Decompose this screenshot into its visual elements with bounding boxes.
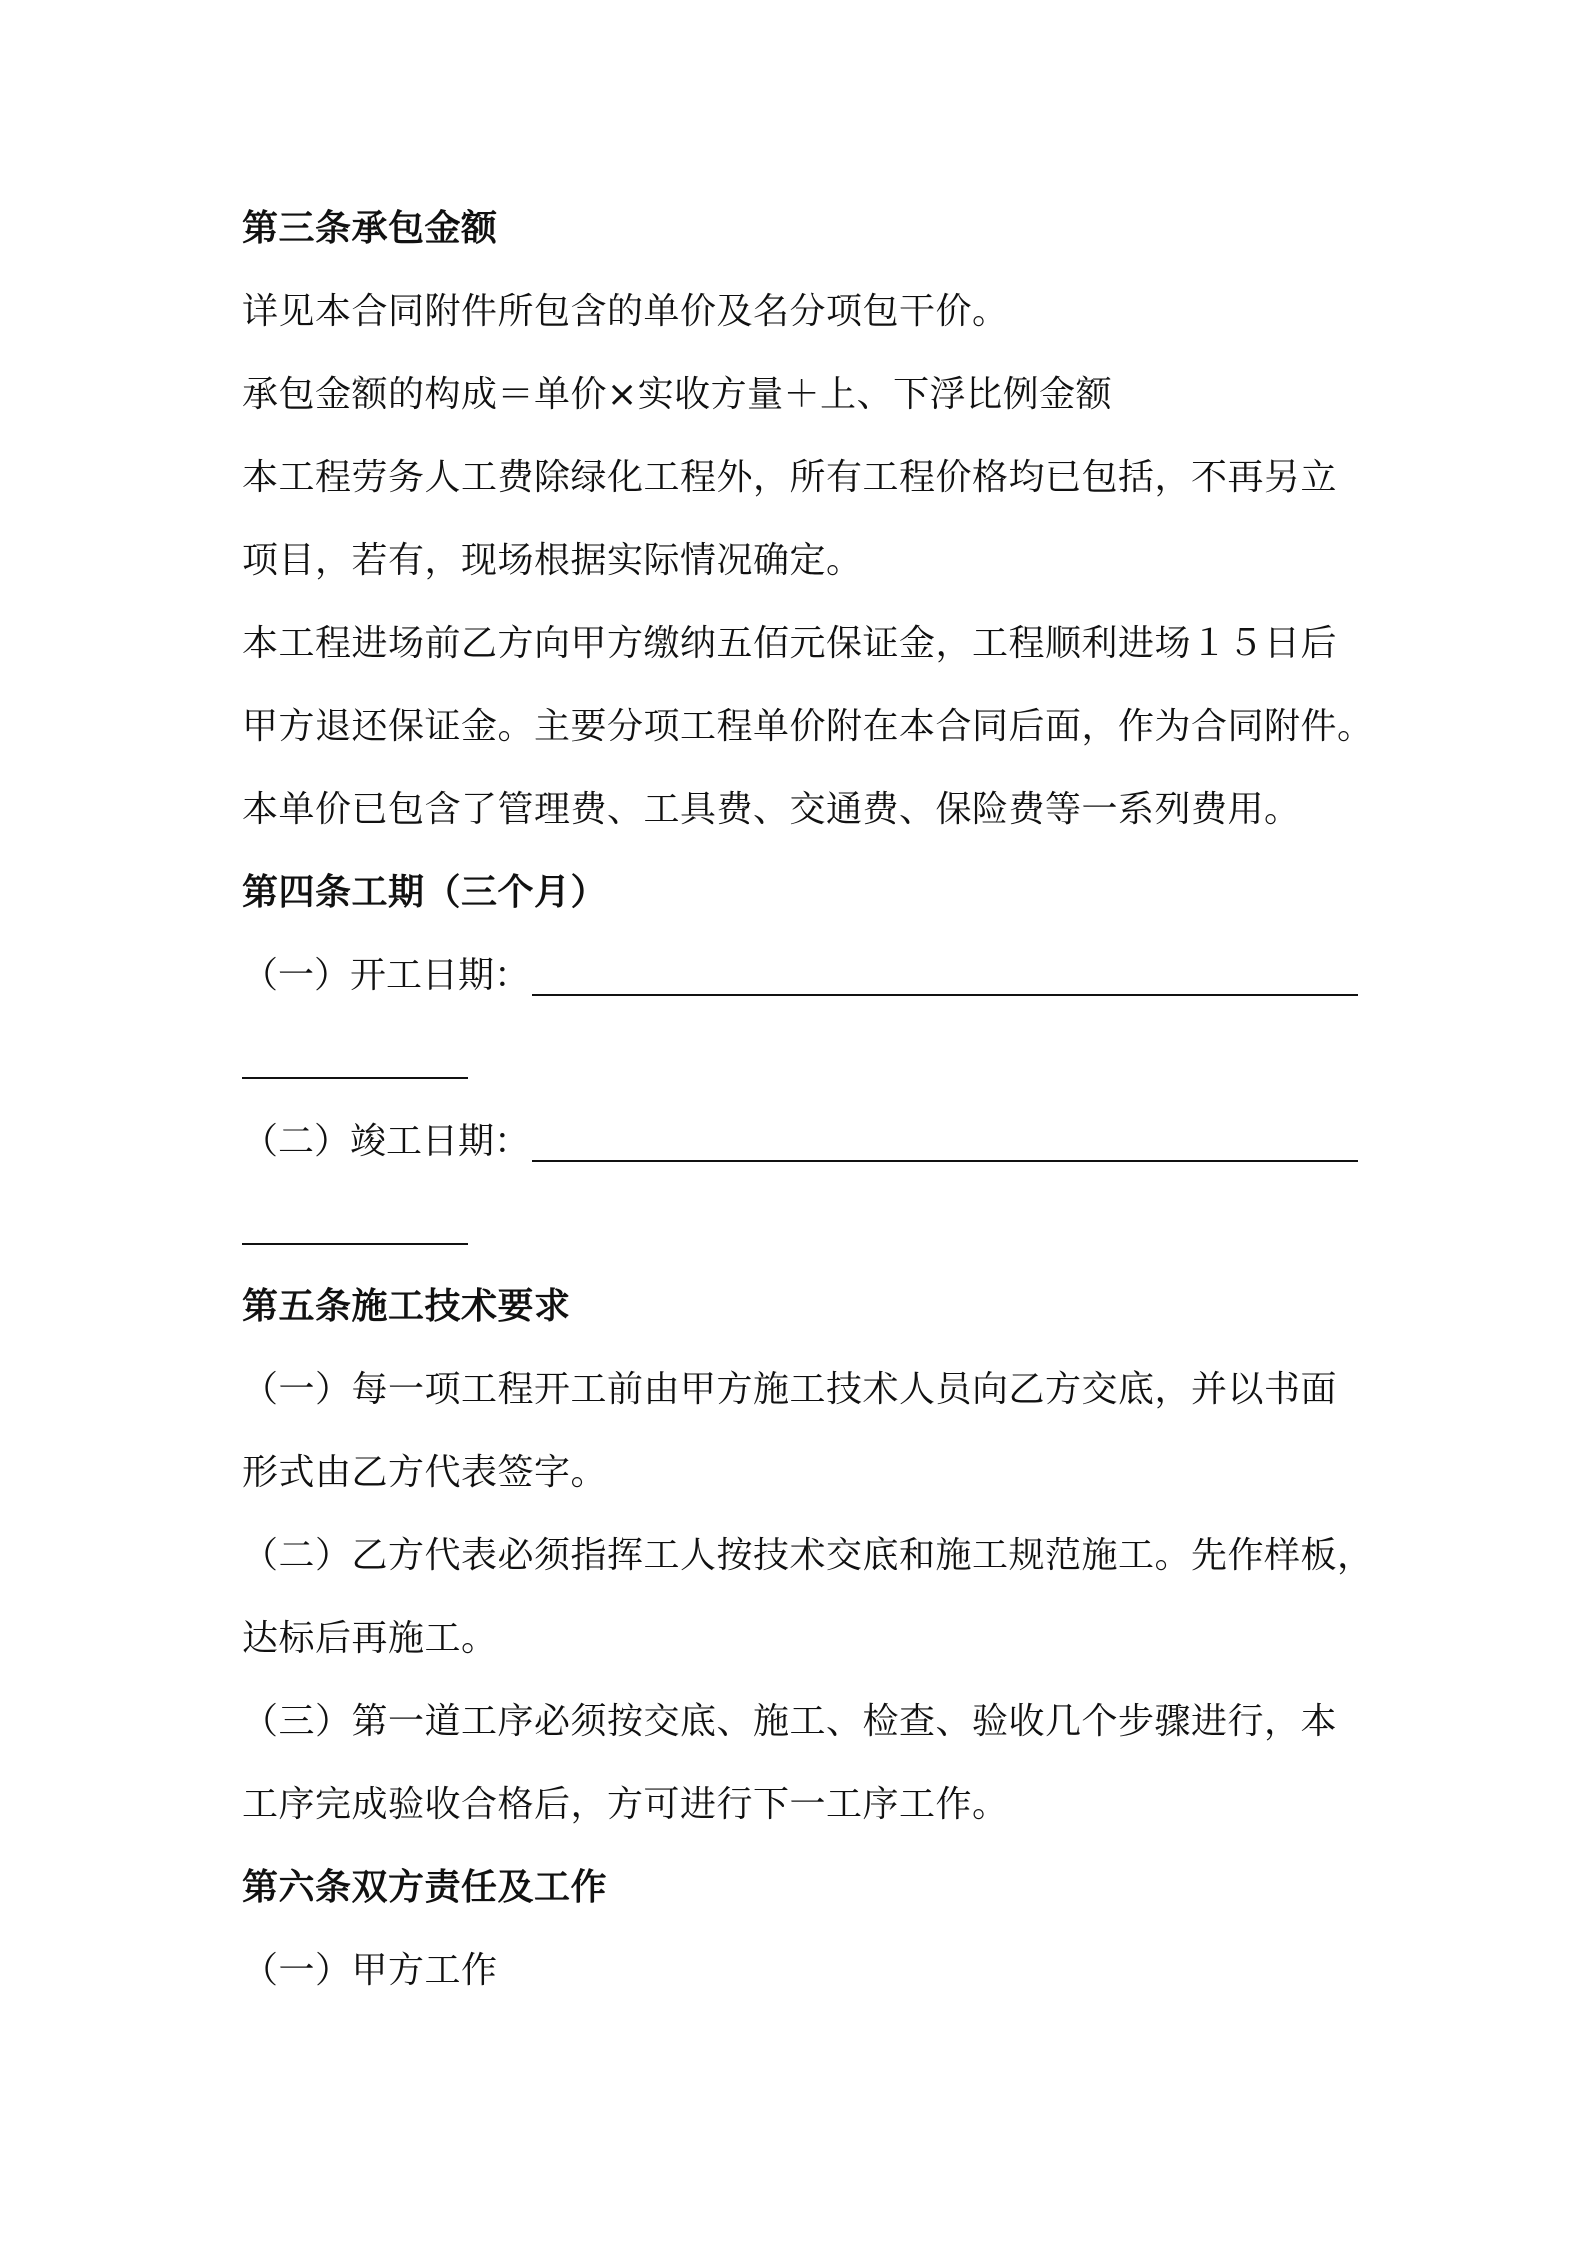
paragraph-line: 本工程进场前乙方向甲方缴纳五佰元保证金，工程顺利进场１５日后 <box>242 623 1338 664</box>
article-5-heading: 第五条施工技术要求 <box>242 1286 571 1327</box>
paragraph-line: （三）第一道工序必须按交底、施工、检查、验收几个步骤进行，本 <box>242 1701 1338 1742</box>
completion-date-label: （二）竣工日期： <box>242 1121 531 1162</box>
paragraph-line: 项目，若有，现场根据实际情况确定。 <box>242 540 863 581</box>
paragraph-line: （二）乙方代表必须指挥工人按技术交底和施工规范施工。先作样板， <box>242 1535 1374 1576</box>
paragraph-line: 详见本合同附件所包含的单价及名分项包干价。 <box>242 291 1009 332</box>
article-4-heading: 第四条工期（三个月） <box>242 872 608 913</box>
start-date-blank-line <box>532 994 1358 996</box>
paragraph-line: （一）甲方工作 <box>242 1950 498 1991</box>
paragraph-line: 工序完成验收合格后，方可进行下一工序工作。 <box>242 1784 1009 1825</box>
start-date-label: （一）开工日期： <box>242 955 531 996</box>
start-date-blank-line-continued <box>242 1077 468 1079</box>
article-6-heading: 第六条双方责任及工作 <box>242 1867 608 1908</box>
completion-date-blank-line-continued <box>242 1243 468 1245</box>
paragraph-line: 形式由乙方代表签字。 <box>242 1452 608 1493</box>
paragraph-line: 承包金额的构成＝单价×实收方量＋上、下浮比例金额 <box>242 374 1113 415</box>
paragraph-line: （一）每一项工程开工前由甲方施工技术人员向乙方交底，并以书面 <box>242 1369 1338 1410</box>
paragraph-line: 本单价已包含了管理费、工具费、交通费、保险费等一系列费用。 <box>242 789 1301 830</box>
completion-date-blank-line <box>532 1160 1358 1162</box>
paragraph-line: 达标后再施工。 <box>242 1618 498 1659</box>
paragraph-line: 本工程劳务人工费除绿化工程外，所有工程价格均已包括，不再另立 <box>242 457 1338 498</box>
article-3-heading: 第三条承包金额 <box>242 208 498 249</box>
paragraph-line: 甲方退还保证金。主要分项工程单价附在本合同后面，作为合同附件。 <box>242 706 1374 747</box>
